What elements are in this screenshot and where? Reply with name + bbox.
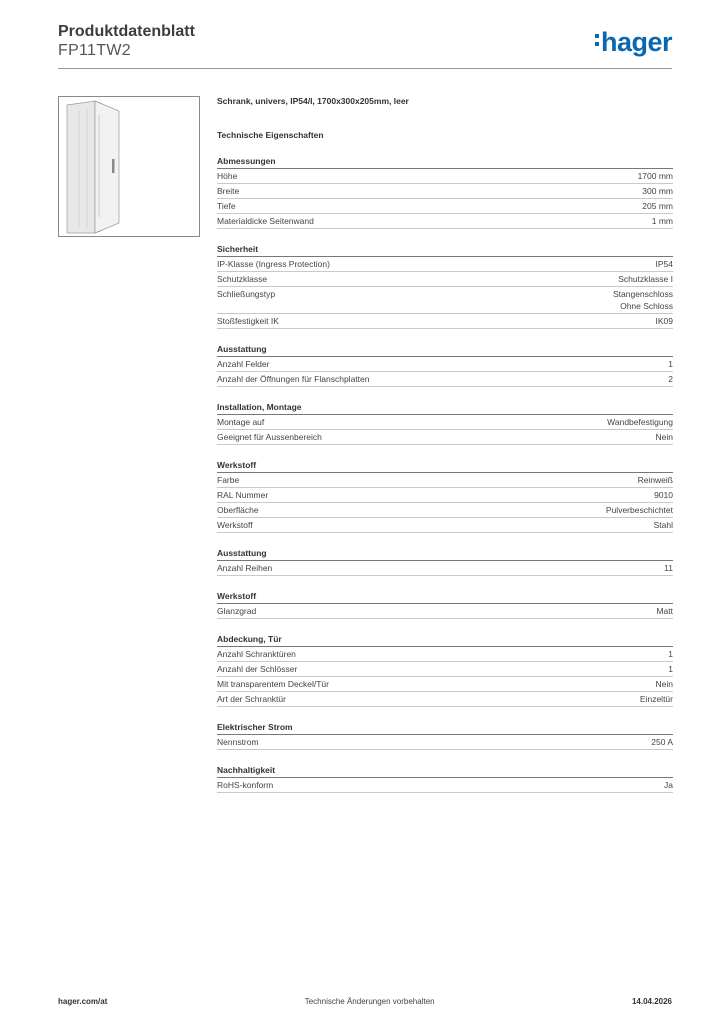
property-section [217, 459, 673, 533]
product-code: FP11TW2 [58, 42, 131, 59]
property-value [652, 215, 673, 227]
property-row [217, 488, 673, 503]
technical-properties-heading: Technische Eigenschaften [217, 130, 324, 140]
property-value [656, 678, 673, 690]
property-row [217, 257, 673, 272]
property-label: Breite [217, 186, 240, 196]
section-title: Werkstoff [217, 590, 673, 604]
property-row [217, 518, 673, 533]
section-title: Nachhaltigkeit [217, 764, 673, 778]
property-value-text: Nein [655, 432, 673, 442]
property-section [217, 243, 673, 329]
property-row [217, 287, 673, 314]
property-value [656, 258, 674, 270]
section-title: Ausstattung [217, 547, 673, 561]
property-value [668, 663, 673, 675]
property-value-text: 11 [664, 563, 673, 573]
page-footer [58, 997, 672, 1006]
section-title: Abdeckung, Tür [217, 633, 673, 647]
property-row [217, 677, 673, 692]
header-divider [58, 68, 672, 69]
property-row [217, 778, 673, 793]
property-value-text: Einzeltür [639, 694, 673, 704]
property-value [664, 779, 673, 791]
document-header [58, 22, 195, 60]
property-row [217, 272, 673, 287]
property-section [217, 547, 673, 576]
section-title: Elektrischer Strom [217, 721, 673, 735]
property-value [618, 273, 673, 285]
property-value [656, 605, 673, 617]
footer-website-link[interactable]: hager.com/at [58, 997, 108, 1006]
property-section [217, 155, 673, 229]
property-label: Oberfläche [217, 505, 259, 515]
property-row [217, 357, 673, 372]
property-section [217, 343, 673, 387]
section-title: Sicherheit [217, 243, 673, 257]
property-value-text: 250 A [651, 737, 673, 747]
property-label: Schutzklasse [217, 274, 268, 284]
property-label: Art der Schranktür [217, 694, 286, 704]
property-row [217, 662, 673, 677]
property-value-text: IP54 [655, 259, 673, 269]
logo-text: hager [600, 27, 672, 57]
property-value [642, 200, 673, 212]
property-row [217, 214, 673, 229]
property-row [217, 561, 673, 576]
property-value [668, 648, 673, 660]
property-row [217, 314, 673, 329]
property-value-text-secondary: Ohne Schloss [620, 301, 673, 311]
property-value [613, 288, 673, 312]
property-label: Mit transparentem Deckel/Tür [217, 679, 329, 689]
property-section [217, 721, 673, 750]
property-value-text: 1700 mm [637, 171, 673, 181]
logo-colon-icon [595, 34, 599, 50]
property-label: Stoßfestigkeit IK [217, 316, 279, 326]
property-label: Farbe [217, 475, 240, 485]
product-description: Schrank, univers, IP54/I, 1700x300x205mm, leer [217, 96, 409, 106]
section-title: Ausstattung [217, 343, 673, 357]
property-value-text: Schutzklasse I [618, 274, 673, 284]
section-title: Werkstoff [217, 459, 673, 473]
property-value [668, 373, 673, 385]
property-value [664, 562, 673, 574]
property-value [606, 504, 673, 516]
property-value-text: Nein [655, 679, 673, 689]
property-value-text: Reinweiß [637, 475, 673, 485]
property-value [638, 474, 673, 486]
property-value [656, 315, 674, 327]
property-section [217, 401, 673, 445]
property-label: Glanzgrad [217, 606, 257, 616]
product-details [217, 95, 673, 793]
property-value-text: Ja [664, 780, 673, 790]
section-title: Abmessungen [217, 155, 673, 169]
property-value-text: 1 [668, 359, 673, 369]
property-label: Anzahl der Öffnungen für Flanschplatten [217, 374, 370, 384]
property-value-text: Stangenschloss [612, 289, 673, 299]
footer-date: 14.04.2026 [631, 997, 672, 1006]
property-label: IP-Klasse (Ingress Protection) [217, 259, 330, 269]
property-value-text: Wandbefestigung [607, 417, 673, 427]
property-row [217, 503, 673, 518]
property-label: Höhe [217, 171, 238, 181]
property-value [656, 431, 673, 443]
property-label: Werkstoff [217, 520, 253, 530]
property-row [217, 430, 673, 445]
document-title: Produktdatenblatt [58, 23, 195, 40]
property-label: Montage auf [217, 417, 265, 427]
property-label: Anzahl Schranktüren [217, 649, 296, 659]
property-label: Tiefe [217, 201, 236, 211]
property-label: RAL Nummer [217, 490, 269, 500]
property-value [642, 185, 673, 197]
section-title: Installation, Montage [217, 401, 673, 415]
property-row [217, 473, 673, 488]
property-label: Anzahl Reihen [217, 563, 273, 573]
footer-notice: Technische Änderungen vorbehalten [304, 997, 435, 1006]
property-section [217, 633, 673, 707]
property-value [640, 693, 673, 705]
property-row [217, 692, 673, 707]
property-row [217, 169, 673, 184]
property-value [651, 736, 673, 748]
property-label: Materialdicke Seitenwand [217, 216, 314, 226]
property-value-text: 9010 [654, 490, 673, 500]
property-value-text: IK09 [655, 316, 673, 326]
property-section [217, 590, 673, 619]
property-label: Nennstrom [217, 737, 259, 747]
property-row [217, 647, 673, 662]
property-label: RoHS-konform [217, 780, 274, 790]
property-row [217, 415, 673, 430]
cabinet-illustration-icon [59, 97, 199, 236]
property-value [654, 489, 673, 501]
property-value-text: 300 mm [642, 186, 673, 196]
property-value-text: 1 [668, 664, 673, 674]
property-value-text: 1 [668, 649, 673, 659]
property-value-text: 1 mm [651, 216, 673, 226]
property-label: Schließungstyp [217, 289, 276, 299]
property-value [607, 416, 673, 428]
property-label: Anzahl Felder [217, 359, 270, 369]
property-value-text: 205 mm [642, 201, 673, 211]
property-value-text: Matt [656, 606, 673, 616]
property-row [217, 604, 673, 619]
property-value [668, 358, 673, 370]
property-label: Geeignet für Aussenbereich [217, 432, 322, 442]
property-value-text: 2 [668, 374, 673, 384]
property-row [217, 199, 673, 214]
property-value [654, 519, 673, 531]
property-row [217, 372, 673, 387]
property-value-text: Pulverbeschichtet [605, 505, 673, 515]
property-label: Anzahl der Schlösser [217, 664, 298, 674]
product-image [58, 96, 200, 237]
property-value-text: Stahl [653, 520, 673, 530]
property-sections [217, 155, 673, 793]
property-row [217, 735, 673, 750]
property-row [217, 184, 673, 199]
property-value [638, 170, 673, 182]
property-section [217, 764, 673, 793]
hager-logo [595, 27, 672, 57]
